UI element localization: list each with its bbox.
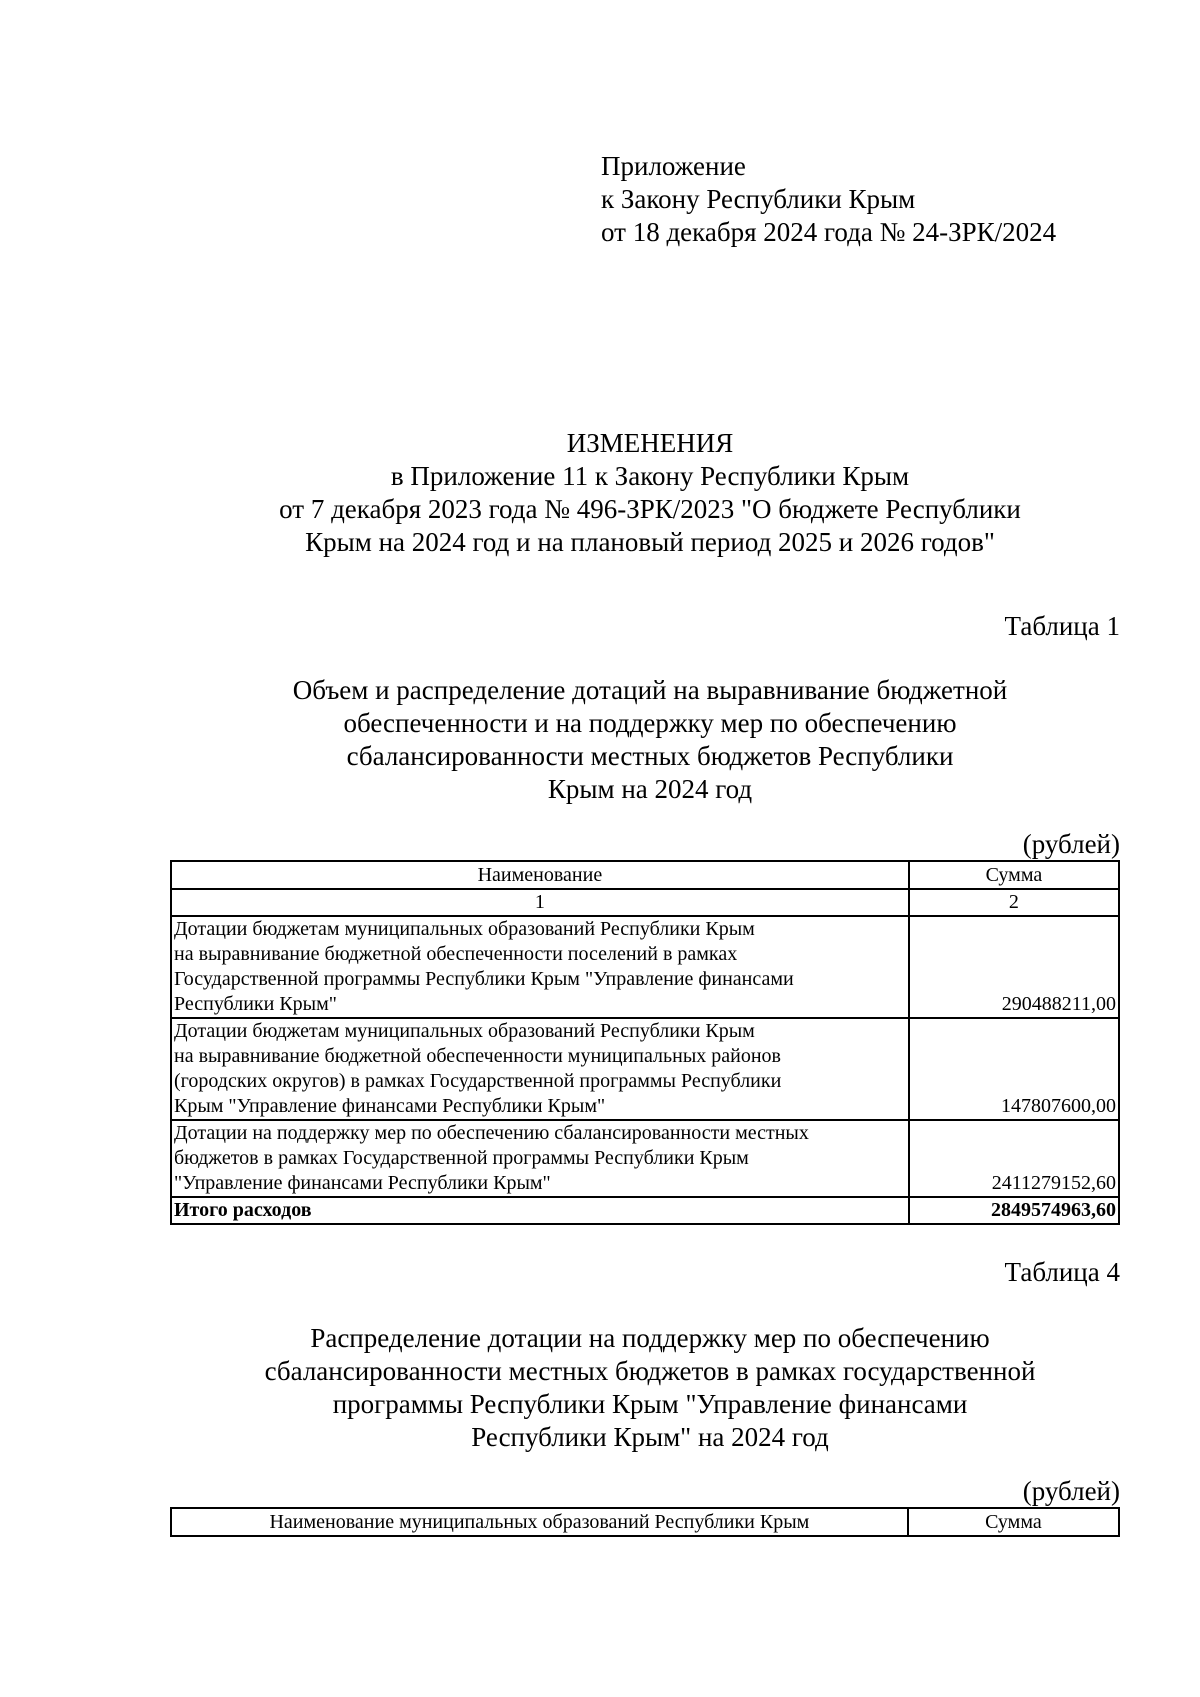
row-name-line: Дотации бюджетам муниципальных образований Республики Крым xyxy=(174,1020,755,1042)
table1-header-row xyxy=(171,861,1119,889)
appendix-line-1: Приложение xyxy=(601,151,746,181)
table1-total-row xyxy=(171,1197,1119,1224)
table1-numbering-sum: 2 xyxy=(909,889,1119,916)
row-name-line: на выравнивание бюджетной обеспеченности муниципальных районов xyxy=(174,1045,781,1067)
table1-header-name: Наименование xyxy=(171,861,909,889)
row-name-line: Дотации бюджетам муниципальных образований Республики Крым xyxy=(174,918,755,940)
row-name xyxy=(171,1120,909,1197)
row-name-line: бюджетов в рамках Государственной программы Республики Крым xyxy=(174,1147,749,1169)
document-title: ИЗМЕНЕНИЯ xyxy=(566,428,734,458)
row-sum: 147807600,00 xyxy=(909,1018,1119,1120)
row-name xyxy=(171,916,909,1018)
row-name-line: "Управление финансами Республики Крым" xyxy=(174,1172,551,1194)
table4-title-line: сбалансированности местных бюджетов в рамках государственной xyxy=(264,1356,1036,1386)
row-name-line: на выравнивание бюджетной обеспеченности поселений в рамках xyxy=(174,943,738,965)
table1-units: (рублей) xyxy=(1022,829,1120,859)
table1-title-line: Объем и распределение дотаций на выравнивание бюджетной xyxy=(292,675,1008,705)
table4-header-row xyxy=(171,1508,1119,1536)
table1-title-line: сбалансированности местных бюджетов Республики xyxy=(346,741,954,771)
heading-line-1: в Приложение 11 к Закону Республики Крым xyxy=(390,461,910,491)
row-sum: 2411279152,60 xyxy=(909,1120,1119,1197)
table4-header-name: Наименование муниципальных образований Республики Крым xyxy=(171,1508,908,1536)
table1-title xyxy=(150,674,1150,806)
table1-title-line: обеспеченности и на поддержку мер по обеспечению xyxy=(343,708,957,738)
row-name-line: (городских округов) в рамках Государственной программы Республики xyxy=(174,1070,782,1092)
total-sum: 2849574963,60 xyxy=(909,1197,1119,1224)
table1-header-sum: Сумма xyxy=(909,861,1119,889)
table4-title-line: программы Республики Крым "Управление финансами xyxy=(332,1389,968,1419)
row-name xyxy=(171,1018,909,1120)
table1 xyxy=(170,860,1120,1225)
table4-header-sum: Сумма xyxy=(908,1508,1119,1536)
table4 xyxy=(170,1507,1120,1537)
table4-title-line: Распределение дотации на поддержку мер по обеспечению xyxy=(310,1323,990,1353)
table1-title-line: Крым на 2024 год xyxy=(547,774,753,804)
row-name-line: Государственной программы Республики Крым "Управление финансами xyxy=(174,968,794,990)
appendix-line-2: к Закону Республики Крым xyxy=(601,184,916,214)
row-name-line: Крым "Управление финансами Республики Крым" xyxy=(174,1095,606,1117)
row-name-line: Дотации на поддержку мер по обеспечению сбалансированности местных xyxy=(174,1122,809,1144)
heading-line-3: Крым на 2024 год и на плановый период 2025 и 2026 годов" xyxy=(305,527,995,557)
table-row xyxy=(171,1018,1119,1120)
appendix-line-3: от 18 декабря 2024 года № 24-ЗРК/2024 xyxy=(601,217,1057,247)
document-heading xyxy=(150,427,1150,559)
total-label: Итого расходов xyxy=(171,1197,909,1224)
appendix-reference xyxy=(601,150,1056,249)
table4-units: (рублей) xyxy=(1022,1476,1120,1506)
row-sum: 290488211,00 xyxy=(909,916,1119,1018)
table4-label: Таблица 4 xyxy=(1004,1257,1120,1287)
row-name-line: Республики Крым" xyxy=(174,993,337,1015)
heading-line-2: от 7 декабря 2023 года № 496-ЗРК/2023 "О бюджете Республики xyxy=(279,494,1021,524)
table1-numbering-row xyxy=(171,889,1119,916)
table4-title-line: Республики Крым" на 2024 год xyxy=(471,1422,829,1452)
table4-title xyxy=(150,1322,1150,1454)
table-row xyxy=(171,916,1119,1018)
table1-label: Таблица 1 xyxy=(1004,611,1120,641)
table1-numbering-name: 1 xyxy=(171,889,909,916)
table-row xyxy=(171,1120,1119,1197)
